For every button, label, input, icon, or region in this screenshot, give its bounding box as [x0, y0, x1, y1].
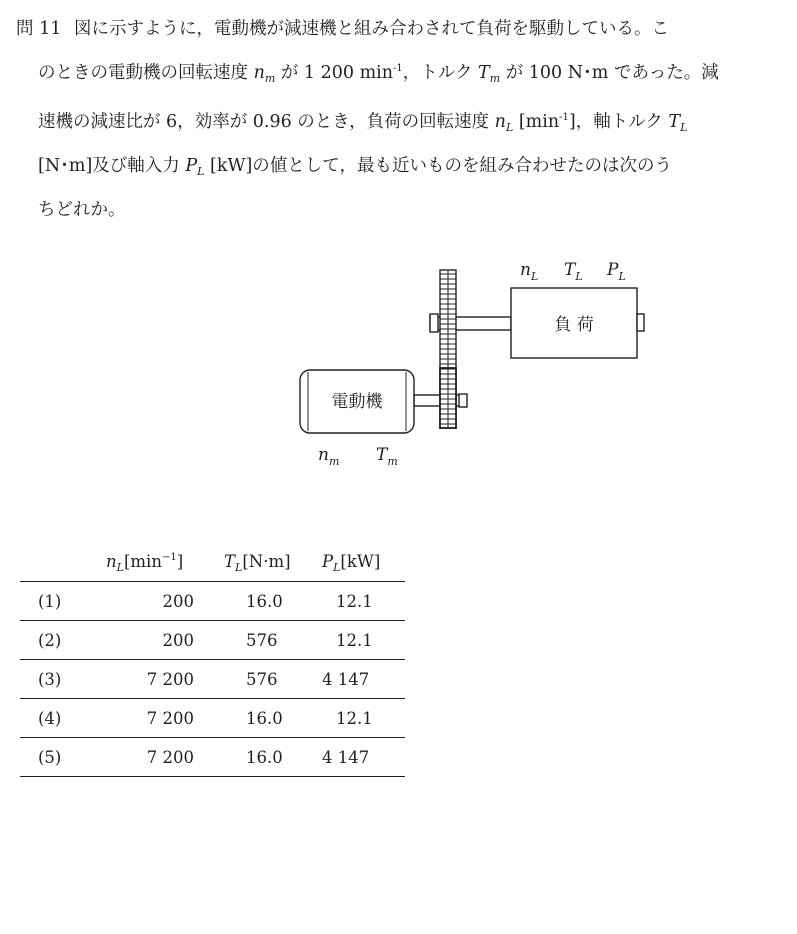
question-line-4: [N･m]及び軸入力 $P_L$ [kW]の値として，最も近いものを組み合わせたのは次のう [38, 156, 672, 178]
answer-table-header [20, 545, 405, 582]
motor-label: 電動機 [331, 392, 383, 412]
motor-shaft-end [459, 394, 467, 407]
symbol-tl: $T_L$ [668, 112, 688, 134]
answer-row[interactable]: (2) 200 576 12.1 [20, 621, 405, 660]
header-pl: $P_L[kW]$ [322, 545, 405, 582]
load-shaft-end-right [637, 314, 644, 331]
diagram-label-nl: $n_L$ [520, 260, 539, 283]
diagram-label-nm: $n_m$ [318, 445, 340, 468]
diagram-label-pl: $P_L$ [607, 260, 626, 283]
answer-row[interactable]: (4) 7 200 16.0 12.1 [20, 699, 405, 738]
question-line-1: 問 11 図に示すように，電動機が減速機と組み合わされて負荷を駆動している。こ [16, 10, 786, 49]
gear-teeth [440, 270, 456, 428]
header-tl: $T_L[N\cdot m]$ [224, 545, 322, 582]
diagram-label-tm: $T_m$ [376, 445, 398, 468]
answer-table [20, 545, 405, 777]
load-shaft-end-left [430, 314, 438, 332]
answer-row[interactable]: (1) 200 16.0 12.1 [20, 582, 405, 621]
diagram-label-tl: $T_L$ [564, 260, 583, 283]
load-label: 負 荷 [554, 315, 594, 335]
answer-row[interactable]: (5) 7 200 16.0 4 147 [20, 738, 405, 777]
question-line-5: ちどれか。 [38, 200, 126, 220]
header-nl: $n_L[\min^{-1}]$ [106, 545, 224, 582]
motor-gear-load-diagram [280, 250, 660, 480]
question-line-2: のときの電動機の回転速度 $n_m$ が 1 200 $\min^{-1}$，トルク $T_m$ が 100 N･m であった。減 [38, 63, 719, 85]
question-line-3: 速機の減速比が 6，効率が 0.96 のとき，負荷の回転速度 $n_L$ $[\min^{-1}]$，軸トルク $T_L$ [38, 112, 688, 134]
question-text [16, 10, 786, 230]
symbol-pl: $P_L$ [185, 156, 205, 178]
question-number: 問 11 [16, 19, 62, 39]
symbol-tm: $T_m$ [478, 63, 501, 85]
symbol-nm: $n_m$ [253, 63, 276, 85]
answer-row[interactable]: (3) 7 200 576 4 147 [20, 660, 405, 699]
symbol-nl: $n_L$ [494, 112, 514, 134]
